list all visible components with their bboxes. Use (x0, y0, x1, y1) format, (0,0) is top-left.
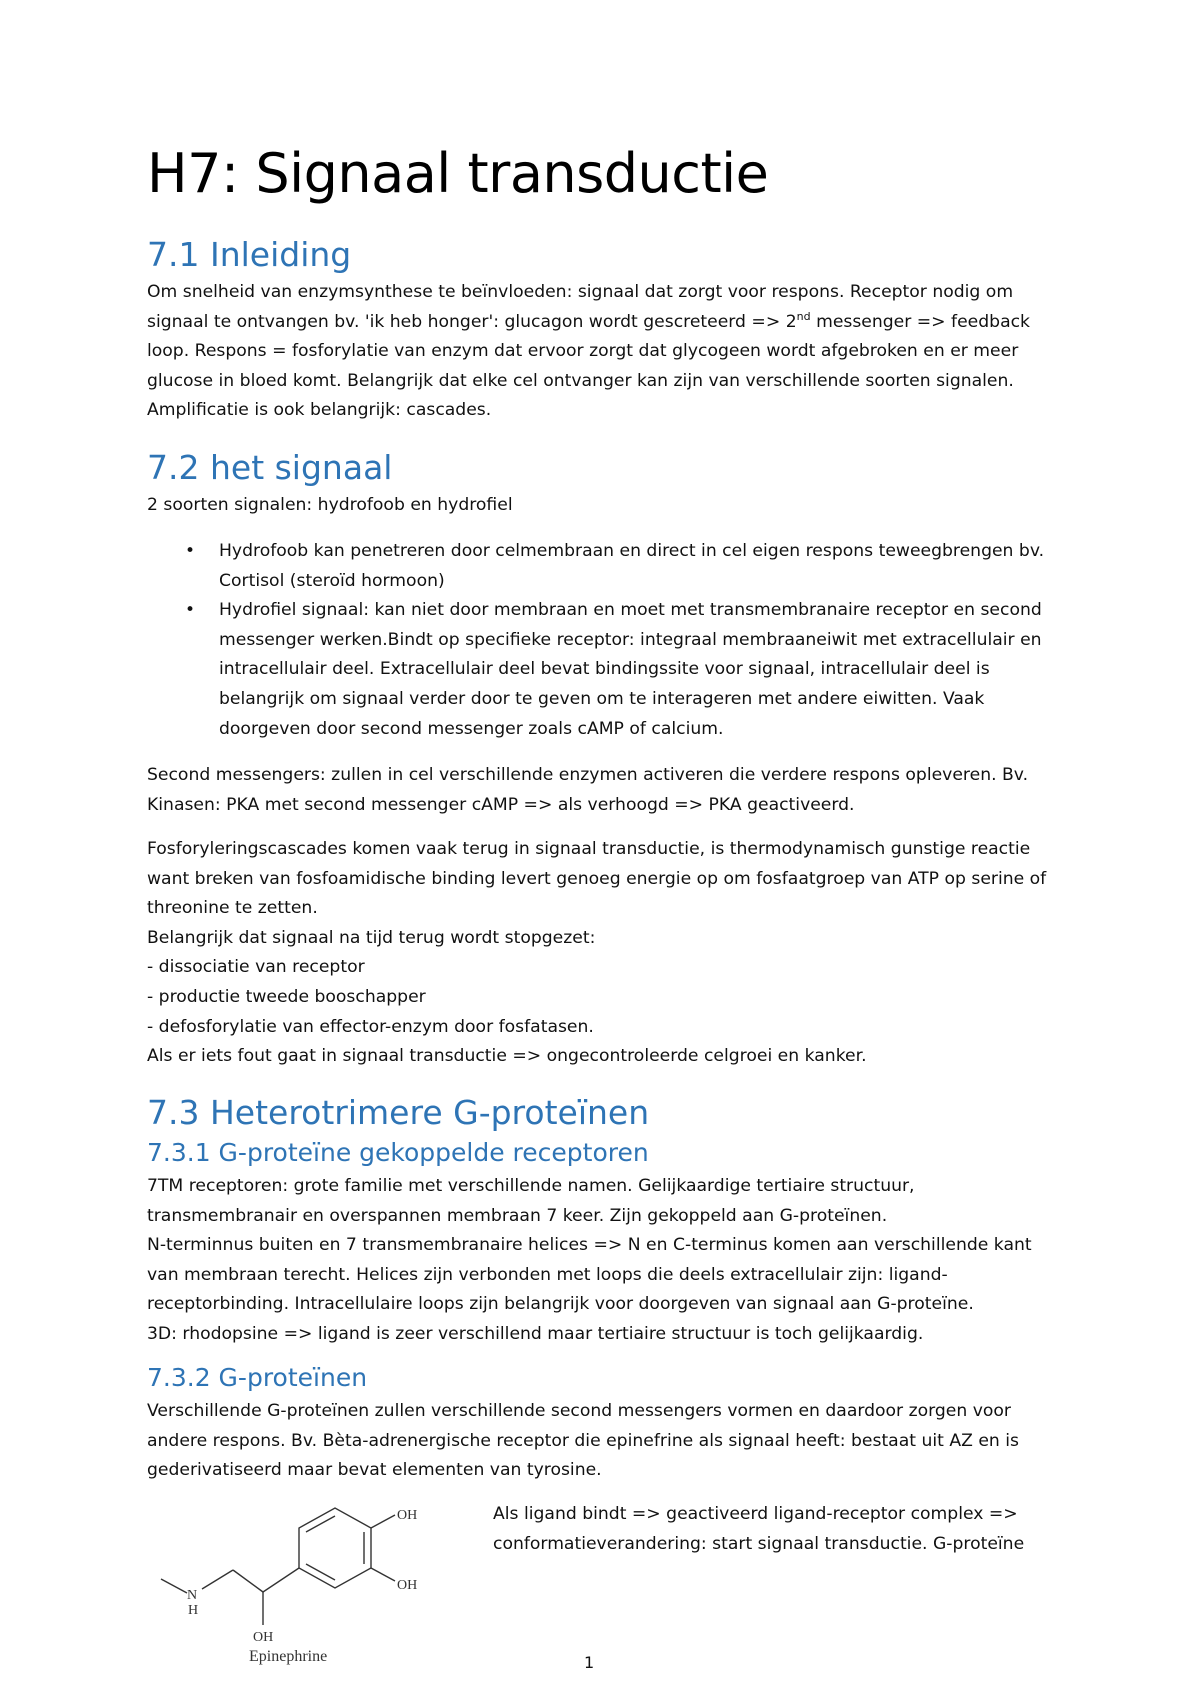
signal-type-list (147, 537, 1067, 744)
paragraph-second-messengers: Second messengers: zullen in cel verschillende enzymen activeren die verdere respons opleveren. Bv. Kinasen: PKA met second messenger cAMP => als verhoogd => PKA geactiveerd. (147, 765, 1029, 815)
paragraph-7tm-receptors: 7TM receptoren: grote familie met verschillende namen. Gelijkaardige tertiaire structuur, transmembranair en overspannen membraan 7 keer. Zijn gekoppeld aan G-proteïnen. N-terminnus buiten en 7 transmembranaire helices => N en C-terminus komen aan verschillende kant van membraan terecht. Helices zijn verbonden met loops die deels extracellulair zijn: ligand-receptorbinding. Intracellulaire loops zijn belangrijk voor doorgeven van signaal aan G-proteïne. 3D: rhodopsine => ligand is zeer verschillend maar tertiaire structuur is toch gelijkaardig. (147, 1176, 1032, 1344)
page-number: 1 (584, 1653, 595, 1672)
page-title: H7: Signaal transductie (147, 142, 769, 205)
heading-7-1: 7.1 Inleiding (147, 235, 352, 274)
bullet-mark: • (185, 600, 196, 621)
paragraph-ligand-binding: Als ligand bindt => geactiveerd ligand-receptor complex => conformatieverandering: start signaal transductie. G-proteïne (493, 1504, 1025, 1554)
hydroxyl-label: OH (397, 1578, 418, 1593)
nitrogen-label: N (187, 1588, 198, 1603)
list-item: • Hydrofoob kan penetreren door celmembraan en direct in cel eigen respons teweegbrengen bv. Cortisol (steroïd hormoon) (147, 537, 1067, 596)
epinephrine-structure (159, 1495, 449, 1665)
hydroxyl-label: OH (397, 1508, 418, 1523)
paragraph-g-proteins: Verschillende G-proteïnen zullen verschillende second messengers vormen en daardoor zorgen voor andere respons. Bv. Bèta-adrenergische receptor die epinefrine als signaal heeft: bestaat uit AZ en is gederivatiseerd maar bevat elementen van tyrosine. (147, 1401, 1019, 1481)
paragraph-signal-types: 2 soorten signalen: hydrofoob en hydrofiel (147, 495, 513, 515)
paragraph-cascades: Fosforyleringscascades komen vaak terug in signaal transductie, is thermodynamisch gunstige reactie want breken van fosfoamidische binding levert genoeg energie op om fosfaatgroep van ATP op serine of threonine te zetten. Belangrijk dat signaal na tijd terug wordt stopgezet: - dissociatie van receptor - productie tweede booschapper - defosforylatie van effector-enzym door fosfatasen. Als er iets fout gaat in signaal transductie => ongecontroleerde celgroei en kanker. (147, 839, 1047, 1067)
heading-7-3: 7.3 Heterotrimere G-proteïnen (147, 1093, 650, 1132)
superscript-nd: nd (796, 309, 811, 323)
heading-7-3-1: 7.3.1 G-proteïne gekoppelde receptoren (147, 1138, 649, 1167)
hydroxyl-label: OH (253, 1630, 274, 1645)
hydrogen-label: H (188, 1603, 199, 1618)
bullet-mark: • (185, 541, 196, 561)
list-item: • Hydrofiel signaal: kan niet door membraan en moet met transmembranaire receptor en second messenger werken.Bindt op specifieke receptor: integraal membraaneiwit met extracellulair en intracellulair deel. Extracellulair deel bevat bindingssite voor signaal, intracellulair deel is belangrijk om signaal verder door te geven om te interageren met andere eiwitten. Vaak doorgeven door second messenger zoals cAMP of calcium. (147, 596, 1067, 744)
paragraph-inleiding: Om snelheid van enzymsynthese te beïnvloeden: signaal dat zorgt voor respons. Receptor nodig om signaal te ontvangen bv. 'ik heb honger': glucagon wordt gescreteerd => 2nd messenger => feedback loop. Respons = fosforylatie van enzym dat ervoor zorgt dat glycogeen wordt afgebroken en er meer glucose in bloed komt. Belangrijk dat elke cel ontvanger kan zijn van verschillende soorten signalen. Amplificatie is ook belangrijk: cascades. (147, 282, 1031, 421)
heading-7-2: 7.2 het signaal (147, 448, 393, 487)
figure-caption: Epinephrine (249, 1648, 328, 1665)
heading-7-3-2: 7.3.2 G-proteïnen (147, 1363, 368, 1392)
